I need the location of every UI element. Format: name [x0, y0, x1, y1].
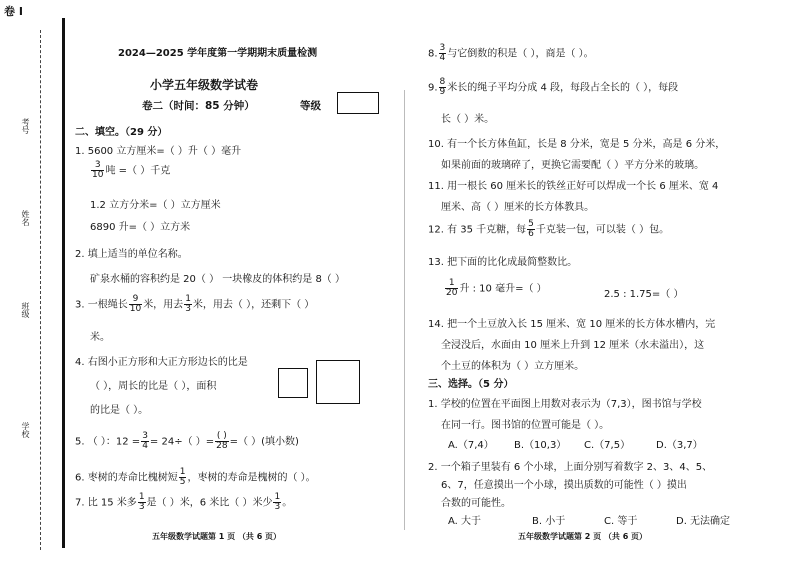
q13-line1: 13. 把下面的比化成最简整数比。 [428, 257, 578, 268]
q9-line1: 9. $\frac{8}{9}$ 米长的绳子平均分成 4 段，每段占全长的（ ），每段 [428, 77, 679, 97]
grade-box[interactable] [337, 92, 379, 114]
c1-option-a[interactable]: A.（7,4） [448, 440, 494, 451]
q3-line1: 3. 一根绳长 $\frac{9}{10}$ 米，用去 $\frac{1}{3}$ 米，用去（ ），还剩下（ ） [75, 294, 315, 314]
q14-line2: 全浸没后，水面由 10 厘米上升到 12 厘米（水未溢出），这 [441, 340, 705, 351]
q3-fraction-2: $\frac{1}{3}$ [185, 294, 191, 314]
c1-option-c[interactable]: C.（7,5） [584, 440, 631, 451]
page1-footer: 五年级数学试题第 1 页 （共 6 页） [152, 532, 282, 541]
c2-option-b[interactable]: B. 小于 [532, 516, 566, 527]
q6-line: 6. 枣树的寿命比槐树短 $\frac{1}{5}$ ，枣树的寿命是槐树的（ ）。 [75, 467, 316, 487]
q7-line: 7. 比 15 米多 $\frac{1}{3}$ 是（ ）米，6 米比（ ）米少 $\frac{1}{3}$ 。 [75, 492, 293, 512]
grade-label: 等级 [300, 100, 321, 112]
q4-line2: （ ），周长的比是（ ），面积 [90, 381, 217, 392]
c2-line3: 合数的可能性。 [441, 498, 511, 509]
q3-line2: 米。 [90, 332, 110, 343]
corner-label: 卷 I [4, 5, 23, 18]
q8-line: 8. $\frac{3}{4}$ 与它倒数的积是（ ），商是（ ）。 [428, 43, 594, 63]
c2-option-a[interactable]: A. 大于 [448, 516, 482, 527]
section1-heading: 二、填空。（29 分） [75, 127, 168, 138]
q13-ratio-1: $\frac{1}{20}$ 升 : 10 毫升=（ ） [446, 278, 547, 298]
q12-fraction: $\frac{5}{6}$ [528, 219, 534, 239]
large-square [316, 360, 360, 404]
binding-dashed-line [40, 30, 41, 550]
c1-line2: 在同一行。图书馆的位置可能是（ ）。 [441, 420, 610, 431]
q2-line1: 2. 填上适当的单位名称。 [75, 249, 188, 260]
c1-line1: 1. 学校的位置在平面图上用数对表示为（7,3），图书馆与学校 [428, 399, 702, 410]
margin-heavy-line [62, 18, 65, 548]
paper-title: 小学五年级数学试卷 [150, 78, 259, 92]
school-label: 学校 [21, 422, 30, 438]
c2-line1: 2. 一个箱子里装有 6 个小球，上面分别写着数字 2、3、4、5、 [428, 462, 713, 473]
c2-line2: 6、7，任意摸出一个小球，摸出质数的可能性（ ）摸出 [441, 480, 687, 491]
q13-fraction: $\frac{1}{20}$ [446, 278, 458, 298]
q1-line4: 6890 升=（ ）立方米 [90, 222, 191, 233]
name-label: 姓名 [21, 210, 30, 226]
section3-heading: 三、选择。（5 分） [428, 379, 514, 390]
q13-ratio-2: 2.5 : 1.75=（ ） [604, 289, 684, 300]
small-square [278, 368, 308, 398]
c2-option-d[interactable]: D. 无法确定 [676, 516, 731, 527]
q11-line2: 厘米、高（ ）厘米的长方体教具。 [441, 202, 595, 213]
q10-line1: 10. 有一个长方体鱼缸，长是 8 分米，宽是 5 分米，高是 6 分米， [428, 139, 726, 150]
page-divider [404, 90, 405, 530]
q3-fraction-1: $\frac{9}{10}$ [129, 294, 142, 314]
q14-line3: 个土豆的体积为（ ）立方厘米。 [441, 361, 585, 372]
q1-fraction: $\frac{3}{10}$ [92, 160, 104, 180]
q5-fraction-2: $\frac{( )}{28}$ [216, 431, 228, 451]
c2-option-c[interactable]: C. 等于 [604, 516, 638, 527]
q7-fraction-1: $\frac{1}{3}$ [138, 492, 145, 512]
q4-line3: 的比是（ ）。 [90, 405, 149, 416]
q10-line2: 如果前面的玻璃碎了，更换它需要配（ ）平方分米的玻璃。 [441, 160, 705, 171]
q1-line1: 1. 5600 立方厘米=（ ）升（ ）毫升 [75, 146, 242, 157]
q1-line2: $\frac{3}{10}$ 吨 =（ ）千克 [92, 160, 171, 180]
c1-option-d[interactable]: D.（3,7） [656, 440, 703, 451]
q12-line: 12. 有 35 千克糖，每 $\frac{5}{6}$ 千克装一包，可以装（ ）包。 [428, 219, 670, 239]
paper-info: 卷二（时间：85 分钟） [142, 100, 255, 112]
q5-fraction-1: $\frac{3}{4}$ [142, 431, 148, 451]
q1-line3: 1.2 立方分米=（ ）立方厘米 [90, 200, 221, 211]
q9-fraction: $\frac{8}{9}$ [439, 77, 446, 97]
seat-label: 考号 [21, 118, 30, 134]
q2-line2: 矿泉水桶的容积约是 20（ ） 一块橡皮的体积约是 8（ ） [90, 274, 345, 285]
page2-footer: 五年级数学试题第 2 页 （共 6 页） [518, 532, 648, 541]
q7-fraction-2: $\frac{1}{3}$ [274, 492, 281, 512]
q5-line: 5. （ ）：12 = $\frac{3}{4}$ = 24÷（ ）= $\frac{( )}{28}$ =（ ）(填小数) [75, 431, 299, 451]
exam-title: 2024—2025 学年度第一学期期末质量检测 [118, 48, 318, 59]
q6-fraction: $\frac{1}{5}$ [179, 467, 186, 487]
c1-option-b[interactable]: B.（10,3） [514, 440, 567, 451]
class-label: 班级 [21, 302, 30, 318]
q11-line1: 11. 用一根长 60 厘米长的铁丝正好可以焊成一个长 6 厘米、宽 4 [428, 181, 719, 192]
q9-line2: 长（ ）米。 [441, 114, 495, 125]
q8-fraction: $\frac{3}{4}$ [439, 43, 446, 63]
q14-line1: 14. 把一个土豆放入长 15 厘米、宽 10 厘米的长方体水槽内，完 [428, 319, 716, 330]
q4-line1: 4. 右图小正方形和大正方形边长的比是 [75, 357, 248, 368]
